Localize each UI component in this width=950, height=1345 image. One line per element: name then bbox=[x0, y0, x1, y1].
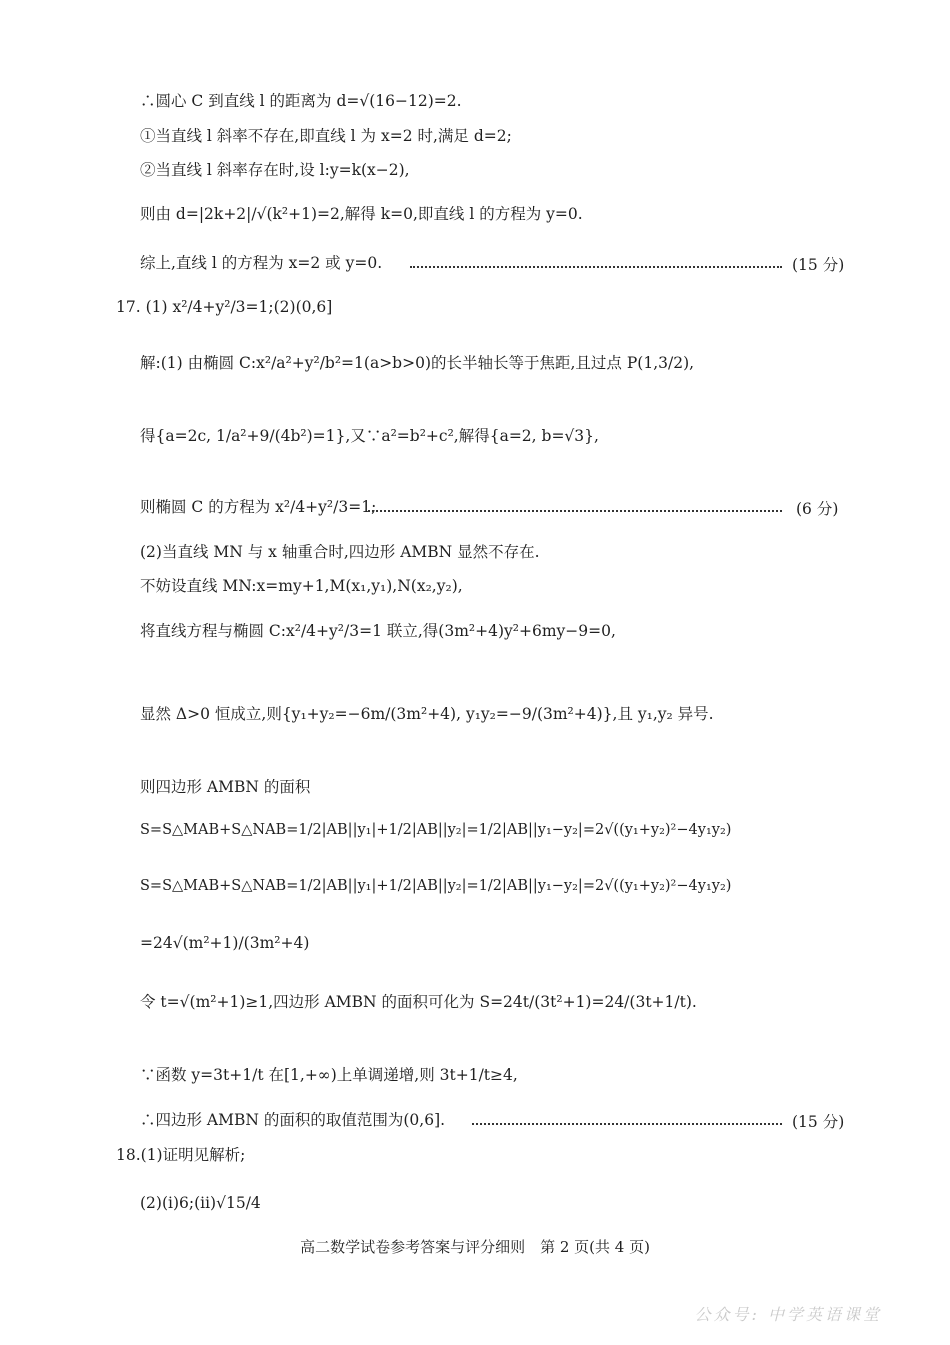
line-system-solve: 得{a=2c, 1/a²+9/(4b²)=1},又∵a²=b²+c²,解得{a=2, b=√3}, bbox=[140, 427, 599, 445]
line-vieta: 显然 Δ>0 恒成立,则{y₁+y₂=−6m/(3m²+4), y₁y₂=−9/(3m²+4)},且 y₁,y₂ 异号. bbox=[140, 705, 714, 723]
line-ellipse-condition: 解:(1) 由椭圆 C:x²/a²+y²/b²=1(a>b>0)的长半轴长等于焦距,且过点 P(1,3/2), bbox=[140, 354, 695, 372]
line-range: ∴四边形 AMBN 的面积的取值范围为(0,6]. bbox=[140, 1111, 446, 1129]
line-summary-16: 综上,直线 l 的方程为 x=2 或 y=0. bbox=[140, 254, 383, 272]
question-17-answer: 17. (1) x²/4+y²/3=1;(2)(0,6] bbox=[116, 298, 333, 316]
line-area-result: =24√(m²+1)/(3m²+4) bbox=[140, 934, 310, 952]
page-footer: 高二数学试卷参考答案与评分细则 第 2 页(共 4 页) bbox=[300, 1238, 650, 1256]
score-leader-dots bbox=[368, 510, 782, 512]
line-area-formula-a: S=S△MAB+S△NAB=1/2|AB||y₁|+1/2|AB||y₂|=1/2|AB||y₁−y₂|=2√((y₁+y₂)²−4y₁y₂) bbox=[140, 822, 732, 838]
score-leader-dots bbox=[472, 1123, 782, 1125]
question-18-answer: 18.(1)证明见解析; bbox=[116, 1146, 246, 1164]
line-solve-k: 则由 d=|2k+2|/√(k²+1)=2,解得 k=0,即直线 l 的方程为 y=0. bbox=[140, 205, 583, 223]
line-substitution: 令 t=√(m²+1)≥1,四边形 AMBN 的面积可化为 S=24t/(3t²+1)=24/(3t+1/t). bbox=[140, 993, 697, 1011]
line-case-1: ①当直线 l 斜率不存在,即直线 l 为 x=2 时,满足 d=2; bbox=[140, 127, 512, 145]
score-label: (15 分) bbox=[792, 1113, 845, 1131]
watermark: 公众号: 中学英语课堂 bbox=[694, 1305, 882, 1324]
score-label: (15 分) bbox=[792, 256, 845, 274]
line-part-2-intro: (2)当直线 MN 与 x 轴重合时,四边形 AMBN 显然不存在. bbox=[140, 543, 540, 561]
line-case-2: ②当直线 l 斜率存在时,设 l:y=k(x−2), bbox=[140, 161, 410, 179]
line-area-heading: 则四边形 AMBN 的面积 bbox=[140, 778, 311, 796]
line-combine: 将直线方程与椭圆 C:x²/4+y²/3=1 联立,得(3m²+4)y²+6my−9=0, bbox=[140, 622, 616, 640]
line-ellipse-equation: 则椭圆 C 的方程为 x²/4+y²/3=1; bbox=[140, 498, 377, 516]
score-leader-dots bbox=[410, 266, 782, 268]
line-18-part-2: (2)(ⅰ)6;(ⅱ)√15/4 bbox=[140, 1194, 261, 1212]
line-area-formula-b: S=S△MAB+S△NAB=1/2|AB||y₁|+1/2|AB||y₂|=1/2|AB||y₁−y₂|=2√((y₁+y₂)²−4y₁y₂) bbox=[140, 878, 732, 894]
line-distance: ∴圆心 C 到直线 l 的距离为 d=√(16−12)=2. bbox=[140, 92, 462, 110]
score-label: (6 分) bbox=[796, 500, 839, 518]
line-monotonic: ∵函数 y=3t+1/t 在[1,+∞)上单调递增,则 3t+1/t≥4, bbox=[140, 1066, 518, 1084]
line-set-line-mn: 不妨设直线 MN:x=my+1,M(x₁,y₁),N(x₂,y₂), bbox=[140, 577, 463, 595]
